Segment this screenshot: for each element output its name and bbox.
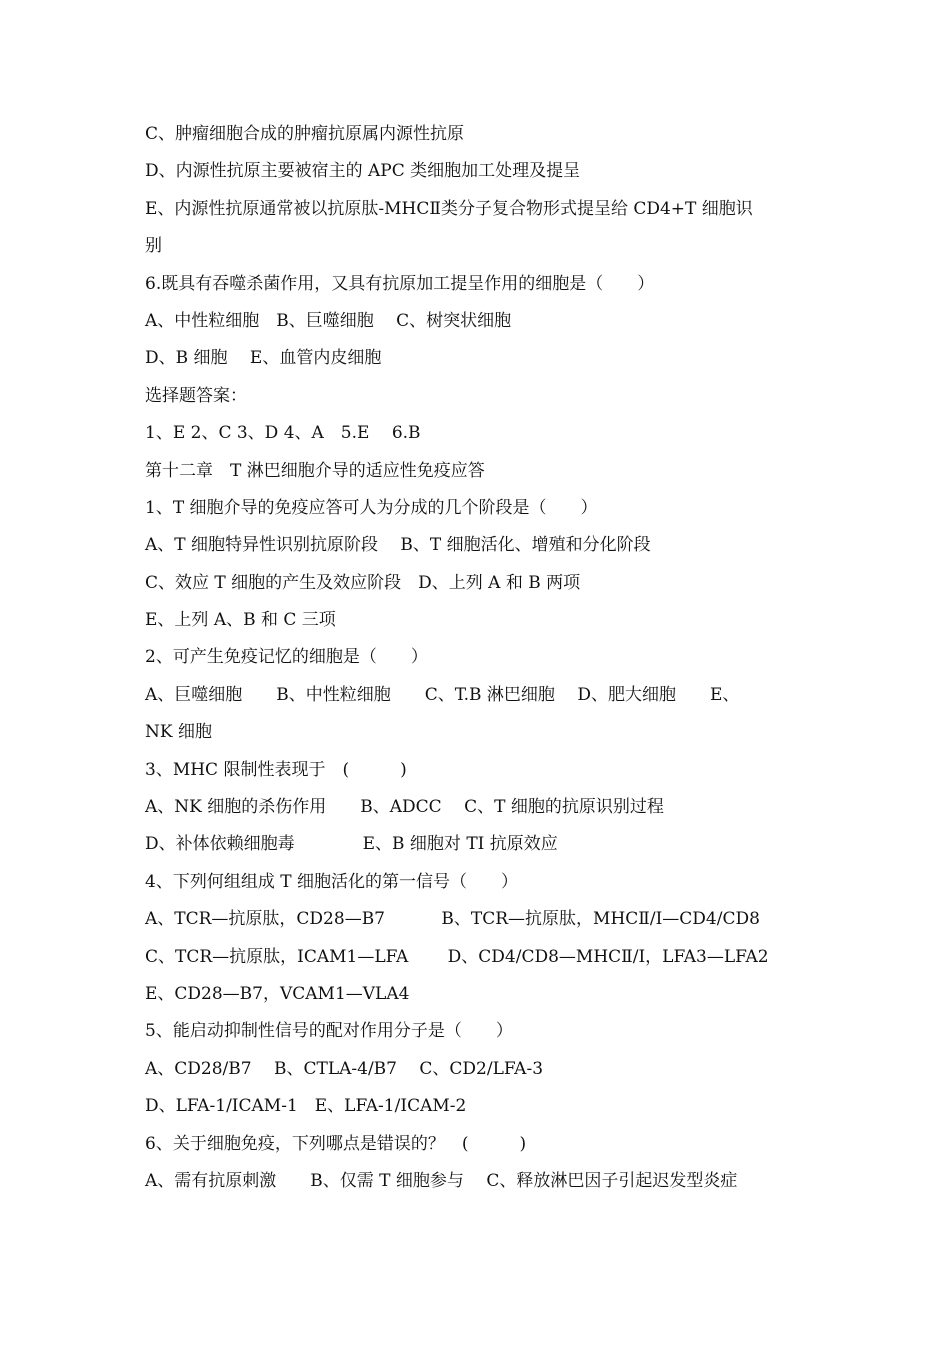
text-line: 别 [145, 236, 162, 257]
answer-line: 1、E 2、C 3、D 4、A 5.E 6.B [145, 423, 421, 444]
options-line: C、TCR—抗原肽，ICAM1—LFA D、CD4/CD8—MHCⅡ/Ⅰ，LFA3—LFA2 [145, 946, 769, 967]
chapter-heading: 第十二章 T 淋巴细胞介导的适应性免疫应答 [145, 460, 485, 481]
options-line: D、LFA-1/ICAM-1 E、LFA-1/ICAM-2 [145, 1096, 467, 1117]
question-line: 3、MHC 限制性表现于 ( ) [145, 759, 407, 780]
options-line: A、中性粒细胞 B、巨噬细胞 C、树突状细胞 [145, 310, 512, 331]
question-line: 5、能启动抑制性信号的配对作用分子是（ ） [145, 1021, 513, 1042]
options-line: E、CD28—B7，VCAM1—VLA4 [145, 983, 410, 1004]
text-line: C、肿瘤细胞合成的肿瘤抗原属内源性抗原 [145, 124, 465, 144]
options-line: C、效应 T 细胞的产生及效应阶段 D、上列 A 和 B 两项 [145, 572, 581, 593]
options-line: A、T 细胞特异性识别抗原阶段 B、T 细胞活化、增殖和分化阶段 [145, 535, 651, 556]
question-line: 6.既具有吞噬杀菌作用，又具有抗原加工提呈作用的细胞是（ ） [145, 273, 655, 294]
options-line: D、补体依赖细胞毒 E、B 细胞对 TI 抗原效应 [145, 834, 558, 855]
question-line: 4、下列何组组成 T 细胞活化的第一信号（ ） [145, 871, 518, 892]
options-line: A、NK 细胞的杀伤作用 B、ADCC C、T 细胞的抗原识别过程 [145, 797, 664, 818]
text-line: D、内源性抗原主要被宿主的 APC 类细胞加工处理及提呈 [145, 161, 581, 182]
options-line: E、上列 A、B 和 C 三项 [145, 610, 336, 631]
options-line: D、B 细胞 E、血管内皮细胞 [145, 348, 382, 369]
options-line: A、需有抗原刺激 B、仅需 T 细胞参与 C、释放淋巴因子引起迟发型炎症 [145, 1170, 738, 1191]
question-line: 2、可产生免疫记忆的细胞是（ ） [145, 647, 428, 668]
options-line: A、巨噬细胞 B、中性粒细胞 C、T.B 淋巴细胞 D、肥大细胞 E、 [145, 684, 740, 705]
options-line: A、TCR—抗原肽，CD28—B7 B、TCR—抗原肽，MHCⅡ/Ⅰ—CD4/CD8 [145, 909, 760, 930]
question-line: 1、T 细胞介导的免疫应答可人为分成的几个阶段是（ ） [145, 497, 598, 518]
answer-heading: 选择题答案： [145, 385, 247, 406]
question-line: 6、关于细胞免疫，下列哪点是错误的？ ( ) [145, 1133, 527, 1154]
document-body [145, 116, 815, 1200]
options-line: A、CD28/B7 B、CTLA-4/B7 C、CD2/LFA-3 [145, 1058, 544, 1079]
text-line: E、内源性抗原通常被以抗原肽-MHCⅡ类分子复合物形式提呈给 CD4+T 细胞识 [145, 198, 753, 219]
options-line: NK 细胞 [145, 722, 212, 743]
